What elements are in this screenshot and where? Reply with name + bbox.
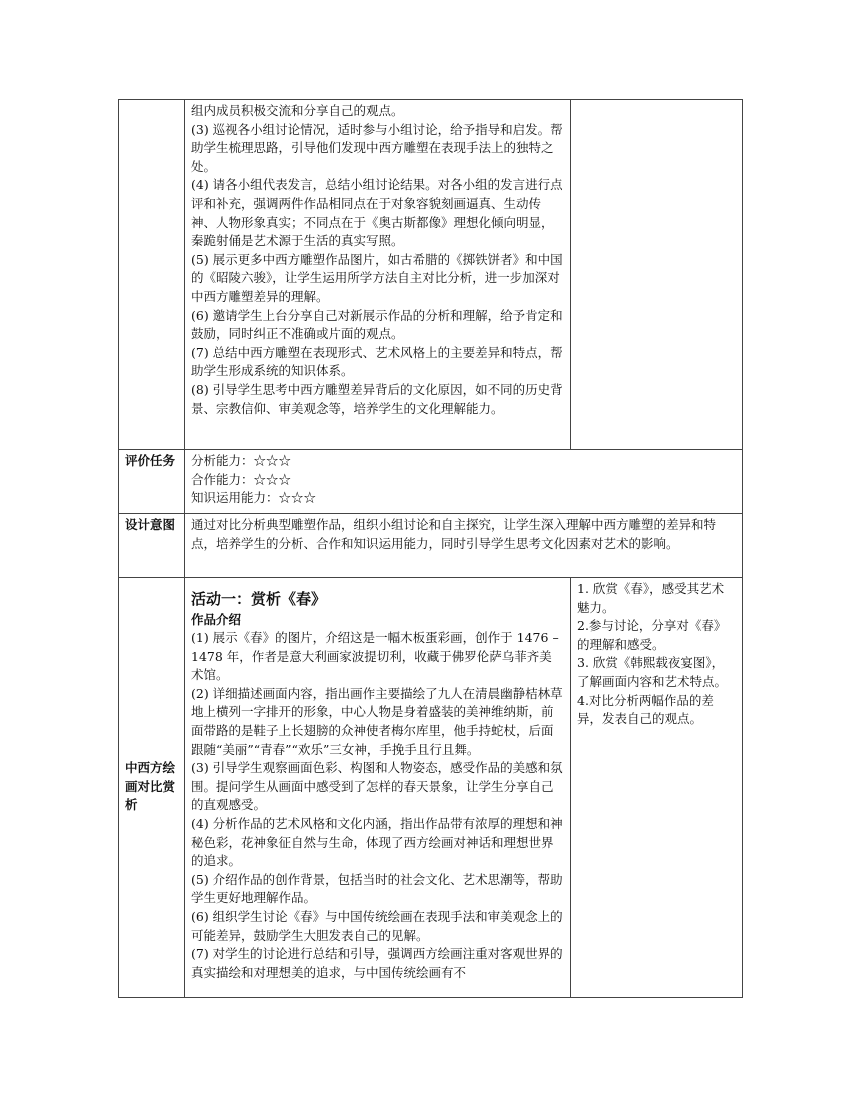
goal-item: 2.参与讨论，分享对《春》的理解和感受。 (577, 618, 727, 652)
design-intent-cell (185, 514, 743, 578)
process-line: (7) 总结中西方雕塑在表现形式、艺术风格上的主要差异和特点，帮助学生形成系统的知识体系。 (191, 344, 563, 379)
design-intent-text: 通过对比分析典型雕塑作品，组织小组讨论和自主探究，让学生深入理解中西方雕塑的差异和特点，培养学生的分析、合作和知识运用能力，同时引导学生思考文化因素对艺术的影响。 (191, 517, 717, 551)
evaluation-item: 知识运用能力：☆☆☆ (191, 490, 317, 506)
process-continuation-cell (185, 100, 571, 450)
goal-item: 1. 欣赏《春》，感受其艺术魅力。 (577, 581, 725, 615)
process-line: (3) 巡视各小组讨论情况，适时参与小组讨论，给予指导和启发。帮助学生梳理思路，引导他们发现中西方雕塑在表现手法上的独特之处。 (191, 121, 563, 174)
table-row (119, 450, 743, 514)
lesson-plan-table (118, 99, 743, 998)
design-intent-label: 设计意图 (119, 514, 185, 578)
process-line: (6) 邀请学生上台分享自己对新展示作品的分析和理解，给予肯定和鼓励，同时纠正不准确或片面的观点。 (191, 307, 563, 342)
process-line: (5) 介绍作品的创作背景，包括当时的社会文化、艺术思潮等，帮助学生更好地理解作品。 (191, 871, 563, 906)
painting-process-cell (185, 578, 571, 998)
goal-item: 4.对比分析两幅作品的差异，发表自己的观点。 (577, 692, 714, 727)
process-line: (7) 对学生的讨论进行总结和引导，强调西方绘画注重对客观世界的真实描绘和对理想美的追求，与中国传统绘画有不 (191, 946, 563, 980)
evaluation-cell (185, 450, 743, 514)
table-row (119, 100, 743, 450)
process-line: 组内成员积极交流和分享自己的观点。 (191, 103, 404, 118)
evaluation-label: 评价任务 (119, 450, 185, 514)
process-line: (1) 展示《春》的图片，介绍这是一幅木板蛋彩画，创作于 1476 – 1478 年，作者是意大利画家波提切利，收藏于佛罗伦萨乌菲齐美术馆。 (191, 630, 559, 683)
process-line: (4) 分析作品的艺术风格和文化内涵，指出作品带有浓厚的理想和神秘色彩，花神象征自然与生命，体现了西方绘画对神话和理想世界的追求。 (191, 815, 563, 869)
evaluation-item: 合作能力：☆☆☆ (191, 471, 292, 487)
process-line: (3) 引导学生观察画面色彩、构图和人物姿态，感受作品的美感和氛围。提问学生从画面中感受到了怎样的春天景象，让学生分享自己的直观感受。 (191, 760, 563, 813)
painting-section-label: 中西方绘画对比赏析 (119, 578, 185, 998)
process-line: (4) 请各小组代表发言，总结小组讨论结果。对各小组的发言进行点评和补充，强调两件作品相同点在于对象容貌刻画逼真、生动传神、人物形象真实；不同点在于《奥古斯都像》理想化倾向明显，秦跪射俑是艺术源于生活的真实写照。 (191, 177, 563, 249)
goal-item: 3. 欣赏《韩熙载夜宴图》，了解画面内容和艺术特点。 (577, 655, 728, 689)
table-row (119, 514, 743, 578)
process-line: (2) 详细描述画面内容，指出画作主要描绘了九人在清晨幽静桔林草地上横列一字排开的形象，中心人物是身着盛装的美神维纳斯，前面带路的是鞋子上长翅膀的众神使者梅尔库里，他手持蛇杖，后面跟随“美丽”“青春”“欢乐”三女神，手挽手且行且舞。 (191, 685, 563, 757)
evaluation-item: 分析能力：☆☆☆ (191, 453, 292, 468)
activity-title: 活动一：赏析《春》 (191, 590, 327, 608)
process-line: (8) 引导学生思考中西方雕塑差异背后的文化原因，如不同的历史背景、宗教信仰、审美观念等，培养学生的文化理解能力。 (191, 381, 563, 416)
table-row (119, 578, 743, 998)
goals-cell-empty (571, 100, 743, 450)
process-line: (5) 展示更多中西方雕塑作品图片，如古希腊的《掷铁饼者》和中国的《昭陵六骏》，让学生运用所学方法自主对比分析，进一步加深对中西方雕塑差异的理解。 (191, 251, 563, 304)
student-goals-cell (571, 578, 743, 998)
process-line: (6) 组织学生讨论《春》与中国传统绘画在表现手法和审美观念上的可能差异，鼓励学生大胆发表自己的见解。 (191, 908, 563, 943)
activity-subtitle: 作品介绍 (191, 612, 242, 627)
label-cell-empty (119, 100, 185, 450)
